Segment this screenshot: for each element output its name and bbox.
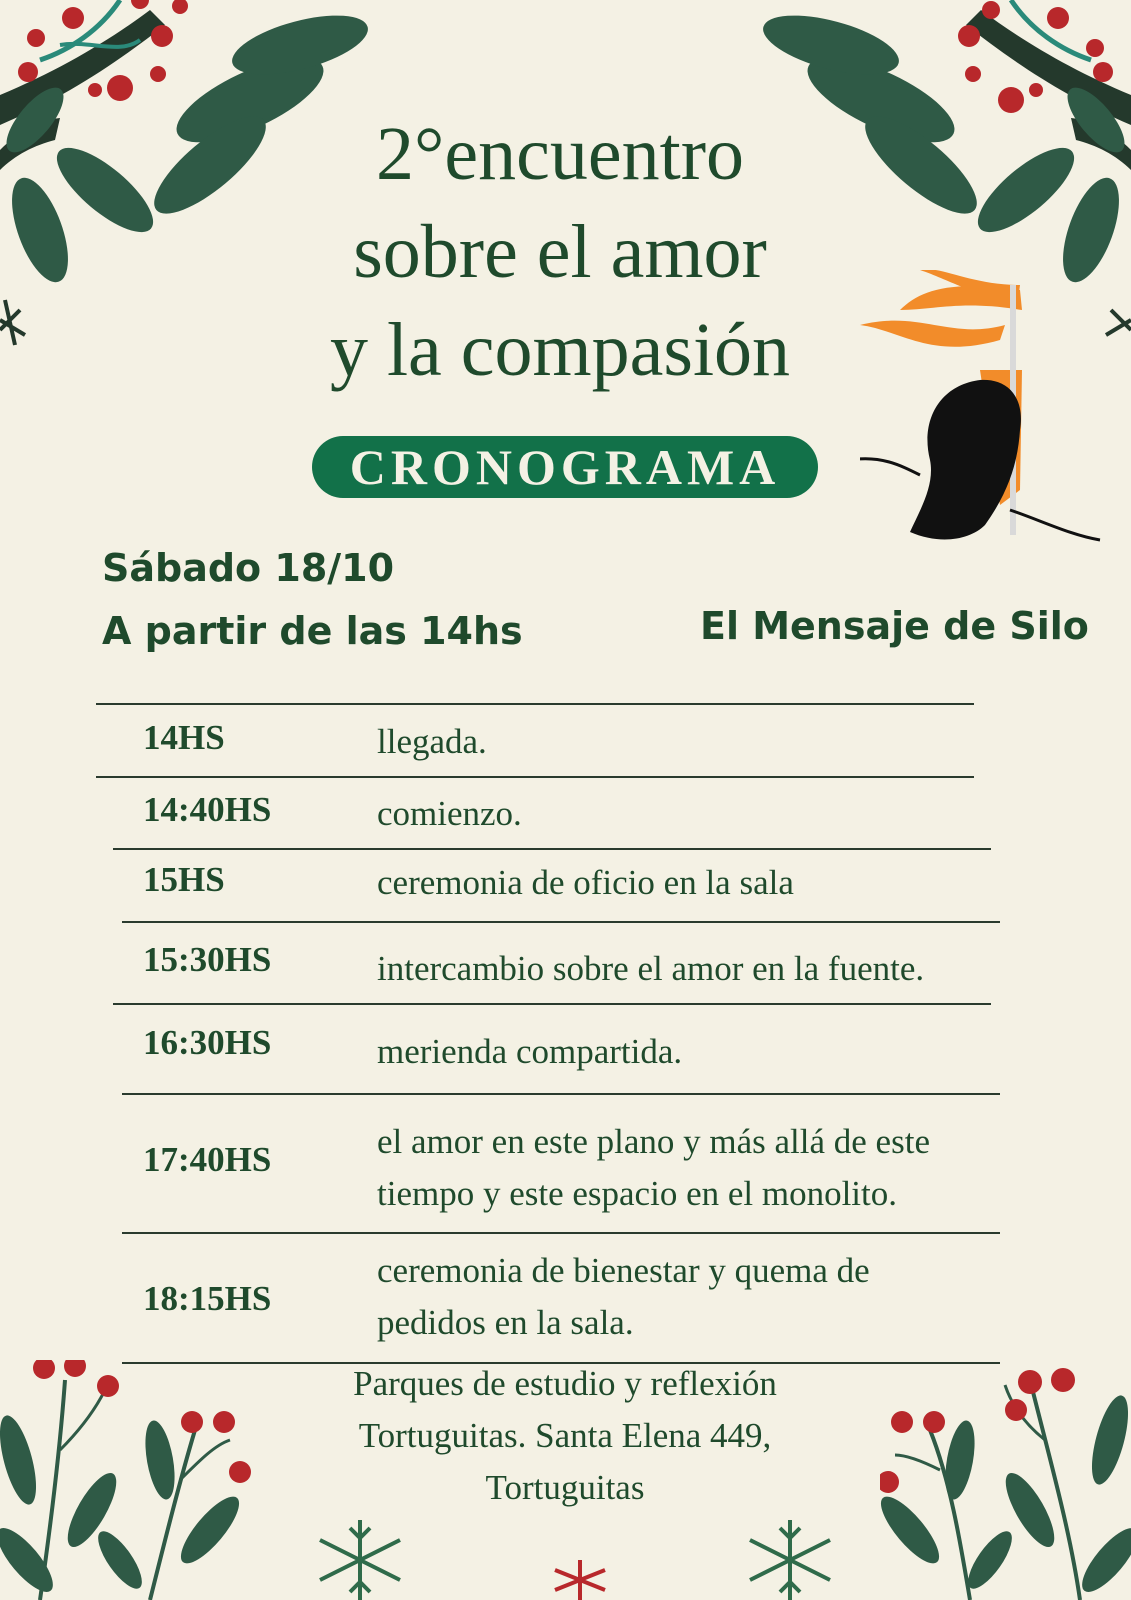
schedule-divider — [122, 921, 1000, 923]
title-line-1: 2°encuentro — [375, 112, 744, 196]
activity-line: ceremonia de oficio en la sala — [377, 863, 794, 902]
snowflake-center-icon — [545, 1560, 615, 1600]
schedule-time: 15HS — [143, 860, 225, 899]
schedule-divider — [122, 1093, 1000, 1095]
organizer-name: El Mensaje de Silo — [700, 604, 1089, 648]
title-line-2: sobre el amor — [353, 210, 767, 294]
activity-line: tiempo y este espacio en el monolito. — [377, 1174, 898, 1213]
activity-line: el amor en este plano y más allá de este — [377, 1122, 930, 1161]
schedule-activity — [377, 716, 487, 768]
schedule-activity — [377, 1116, 930, 1220]
schedule-divider — [113, 1003, 991, 1005]
event-date: Sábado 18/10 — [102, 546, 395, 590]
holly-berry-sprig-bottom-right-icon — [880, 1360, 1131, 1600]
title-line-3: y la compasión — [329, 308, 791, 392]
schedule-activity — [377, 943, 924, 995]
schedule-activity — [377, 788, 522, 840]
activity-line: intercambio sobre el amor en la fuente. — [377, 949, 925, 988]
schedule-time: 14HS — [143, 718, 225, 757]
activity-line: llegada. — [377, 722, 487, 761]
schedule-activity — [377, 1245, 870, 1349]
schedule-divider — [122, 1232, 1000, 1234]
schedule-divider — [113, 848, 991, 850]
address-line: Tortuguitas — [485, 1468, 645, 1507]
snowflake-left-icon — [300, 1520, 420, 1600]
page-title — [200, 105, 920, 399]
activity-line: ceremonia de bienestar y quema de — [377, 1251, 870, 1290]
activity-line: merienda compartida. — [377, 1032, 683, 1071]
activity-line: comienzo. — [377, 794, 522, 833]
snowflake-right-icon — [730, 1520, 850, 1600]
address-line: Parques de estudio y reflexión — [353, 1364, 777, 1403]
activity-line: pedidos en la sala. — [377, 1303, 634, 1342]
schedule-activity — [377, 1026, 682, 1078]
schedule-time: 15:30HS — [143, 940, 272, 979]
event-start-time: A partir de las 14hs — [102, 609, 523, 653]
holly-berry-sprig-bottom-left-icon — [0, 1360, 260, 1600]
schedule-time: 16:30HS — [143, 1023, 272, 1062]
cronograma-badge: CRONOGRAMA — [312, 436, 818, 498]
schedule-time: 14:40HS — [143, 790, 272, 829]
address-line: Tortuguitas. Santa Elena 449, — [358, 1416, 772, 1455]
venue-address — [260, 1358, 870, 1514]
schedule-divider — [96, 776, 974, 778]
schedule-activity — [377, 857, 794, 909]
schedule-time: 18:15HS — [143, 1279, 272, 1318]
schedule-time: 17:40HS — [143, 1140, 272, 1179]
schedule-divider — [96, 703, 974, 705]
